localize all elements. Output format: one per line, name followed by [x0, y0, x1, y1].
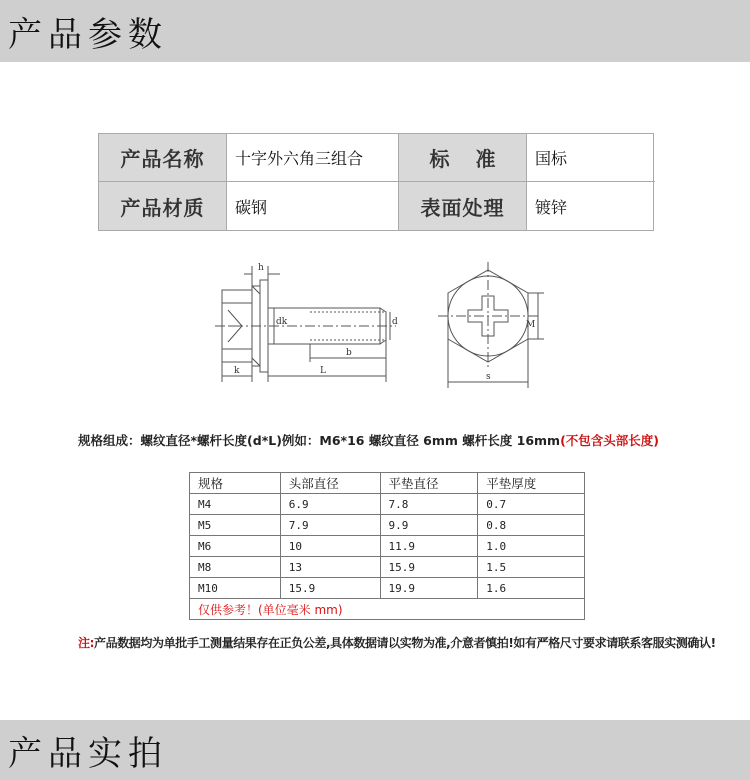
param-label: 产品材质: [99, 182, 227, 230]
table-cell: 10: [280, 536, 380, 557]
param-value: 碳钢: [227, 182, 399, 230]
table-cell: 1.5: [478, 557, 585, 578]
param-label: 标准: [399, 134, 527, 182]
table-cell: 9.9: [380, 515, 478, 536]
dim-label-h: h: [258, 263, 264, 273]
table-cell: 6.9: [280, 494, 380, 515]
column-header: 平垫直径: [380, 473, 478, 494]
spec-table: [189, 472, 585, 620]
table-cell: 1.0: [478, 536, 585, 557]
table-row: [190, 536, 585, 557]
note-highlight: (不包含头部长度): [560, 433, 660, 448]
param-label: 表面处理: [399, 182, 527, 230]
dim-label-dk: dk: [276, 317, 288, 327]
disclaimer: [78, 634, 716, 651]
table-footnote-row: [190, 599, 585, 620]
dim-label-L: L: [320, 366, 326, 376]
disclaimer-prefix: 注:: [78, 636, 94, 650]
table-cell: 19.9: [380, 578, 478, 599]
dim-label-b: b: [346, 348, 352, 358]
table-header-row: [190, 473, 585, 494]
section-banner-params: [0, 0, 750, 62]
table-cell: 0.8: [478, 515, 585, 536]
screw-top-view: [438, 262, 544, 388]
screw-side-view: [215, 266, 396, 382]
dim-label-s: s: [486, 372, 491, 382]
param-value: 国标: [527, 134, 655, 182]
section-banner-photos: [0, 720, 750, 780]
table-cell: M10: [190, 578, 281, 599]
params-table: [98, 133, 654, 231]
table-cell: 7.9: [280, 515, 380, 536]
table-cell: M6: [190, 536, 281, 557]
table-footnote: 仅供参考！(单位毫米 mm): [190, 599, 585, 620]
table-row: [190, 494, 585, 515]
table-cell: 13: [280, 557, 380, 578]
table-cell: M4: [190, 494, 281, 515]
note-text: 规格组成：螺纹直径*螺杆长度(d*L)例如：M6*16 螺纹直径 6mm 螺杆长度 16mm: [78, 433, 561, 448]
column-header: 头部直径: [280, 473, 380, 494]
table-cell: 15.9: [380, 557, 478, 578]
param-label: 产品名称: [99, 134, 227, 182]
table-cell: M8: [190, 557, 281, 578]
column-header: 平垫厚度: [478, 473, 585, 494]
spec-composition-note: [78, 431, 659, 449]
table-cell: 15.9: [280, 578, 380, 599]
param-value: 十字外六角三组合: [227, 134, 399, 182]
table-cell: 7.8: [380, 494, 478, 515]
disclaimer-text: 产品数据均为单批手工测量结果存在正负公差,具体数据请以实物为准,介意者慎拍!如有严格尺寸要求请联系客服实测确认!: [94, 636, 716, 650]
table-cell: 0.7: [478, 494, 585, 515]
table-cell: 1.6: [478, 578, 585, 599]
table-cell: 11.9: [380, 536, 478, 557]
dim-label-M: M: [526, 320, 536, 330]
column-header: 规格: [190, 473, 281, 494]
table-row: [190, 557, 585, 578]
table-row: [190, 578, 585, 599]
drawing-labels: [234, 263, 535, 382]
screw-technical-drawing: [200, 258, 560, 408]
section-title: 产品参数: [8, 14, 168, 55]
table-row: [190, 515, 585, 536]
dim-label-k: k: [234, 366, 240, 376]
param-value: 镀锌: [535, 197, 568, 217]
section-title: 产品实拍: [8, 733, 168, 774]
dim-label-d: d: [392, 317, 398, 327]
table-cell: M5: [190, 515, 281, 536]
